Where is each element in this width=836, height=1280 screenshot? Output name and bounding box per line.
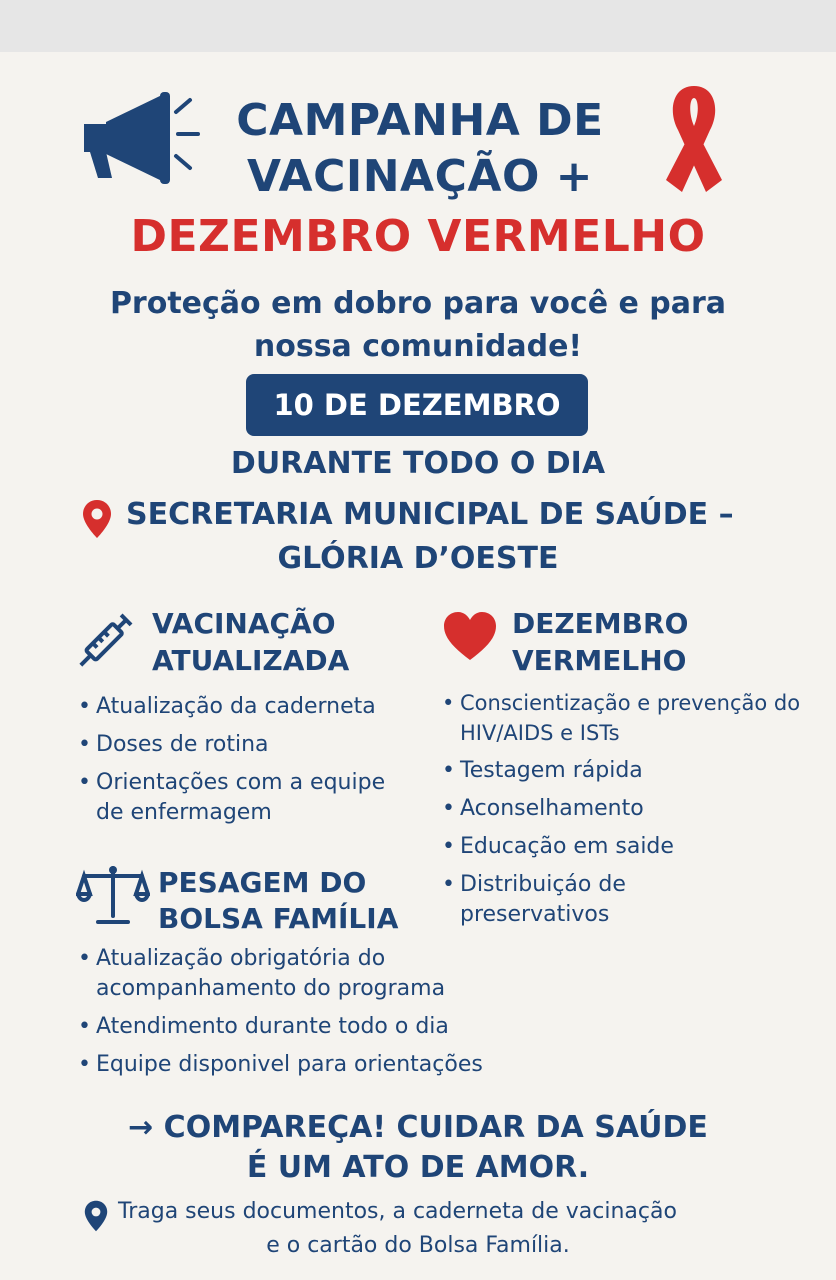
cta-line-1: → COMPAREÇA! CUIDAR DA SAÚDE	[128, 1110, 708, 1145]
bolsa-title-1: PESAGEM DO	[158, 866, 367, 899]
vacinacao-title-1: VACINAÇÃO	[152, 607, 336, 640]
bolsa-list	[76, 944, 516, 1088]
list-item: • Orientações com a equipe de enfermagem	[76, 768, 406, 828]
location-line-2: GLÓRIA D’OESTE	[277, 541, 559, 576]
list-item: • Educação em saide	[440, 832, 820, 862]
tagline-line-2: nossa comunidade!	[253, 329, 583, 364]
cta-line-2: É UM ATO DE AMOR.	[246, 1150, 590, 1185]
list-item: • Doses de rotina	[76, 730, 426, 760]
list-item: • Conscientização e prevenção do HIV/AIDS e ISTs	[440, 688, 820, 748]
footer-line-1: Traga seus documentos, a caderneta de vacinação	[118, 1199, 677, 1224]
red-ribbon-icon	[654, 82, 734, 198]
date-badge: 10 DE DEZEMBRO	[246, 374, 588, 436]
list-item: • Testagem rápida	[440, 756, 820, 786]
list-item: • Distribuiçáo de preservativos	[440, 870, 680, 930]
syringe-icon	[72, 604, 142, 674]
vacinacao-title-2: ATUALIZADA	[152, 644, 350, 677]
location-line-1: SECRETARIA MUNICIPAL DE SAÚDE –	[126, 497, 734, 532]
campaign-poster	[0, 52, 836, 1280]
footer-line-2: e o cartão do Bolsa Família.	[266, 1233, 570, 1258]
vacinacao-list	[76, 692, 426, 836]
tagline-line-1: Proteção em dobro para você e para	[109, 286, 727, 321]
list-item: • Atendimento durante todo o dia	[76, 1012, 516, 1042]
dezembro-title-2: VERMELHO	[512, 644, 687, 677]
scale-icon	[76, 864, 150, 926]
location-pin-icon	[84, 1200, 108, 1232]
title-line-2: VACINAÇÃO +	[246, 151, 594, 202]
dezembro-list	[440, 688, 820, 938]
list-item: • Atualização da caderneta	[76, 692, 426, 722]
bolsa-title-2: BOLSA FAMÍLIA	[158, 902, 399, 935]
list-item: • Equipe disponivel para orientações	[76, 1050, 516, 1080]
dezembro-title-1: DEZEMBRO	[512, 607, 689, 640]
list-item: • Atualização obrigatória do acompanhamento do programa	[76, 944, 486, 1004]
title-line-1: CAMPANHA DE	[236, 95, 604, 146]
location-pin-icon	[82, 499, 112, 539]
event-time: DURANTE TODO O DIA	[230, 446, 606, 481]
list-item: • Aconselhamento	[440, 794, 820, 824]
heart-icon	[442, 610, 498, 662]
subtitle: DEZEMBRO VERMELHO	[130, 211, 706, 262]
